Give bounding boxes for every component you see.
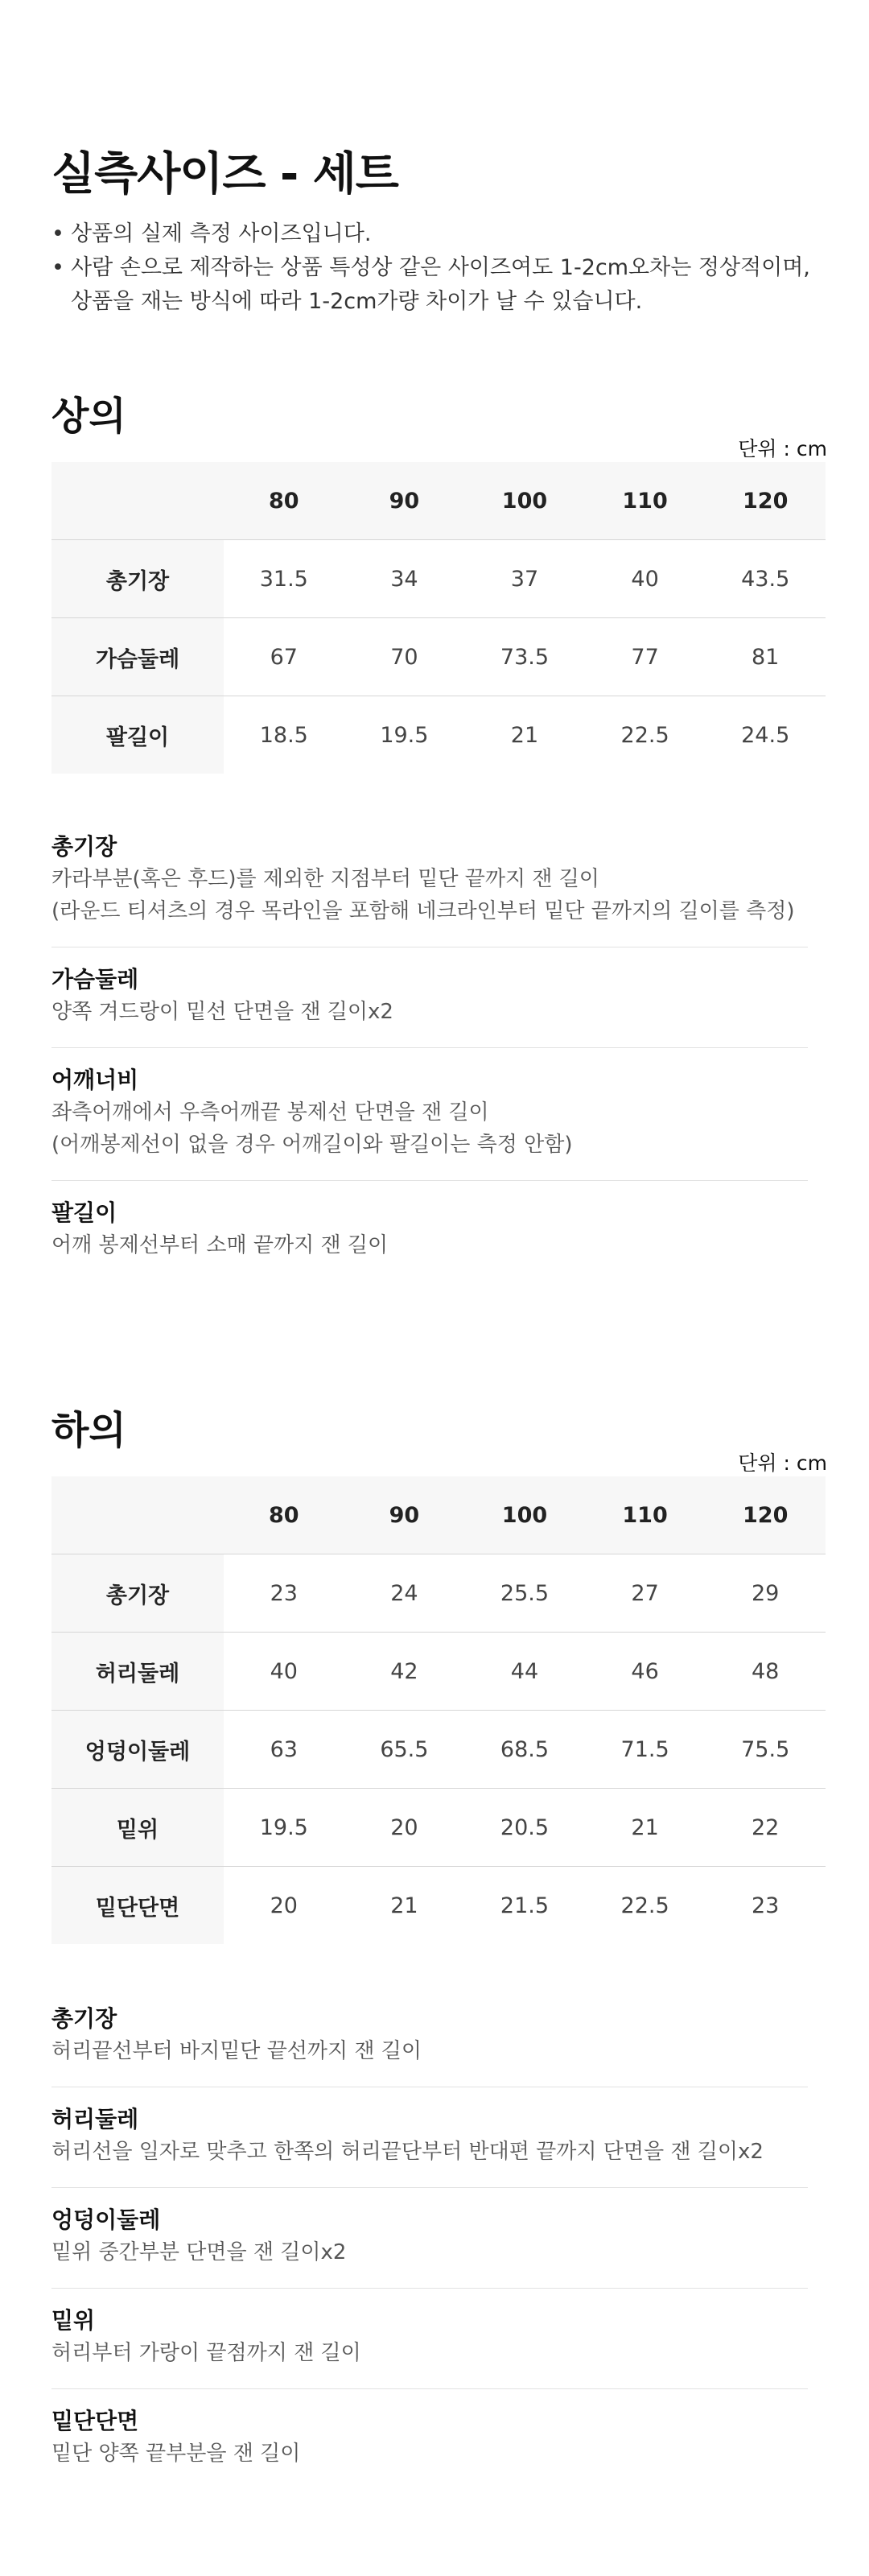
table-row	[51, 1633, 826, 1711]
table-cell: 21	[510, 722, 539, 748]
table-cell: 19.5	[259, 1814, 308, 1840]
row-label: 밑단단면	[51, 1867, 224, 1945]
notice-item: • 상품의 실제 측정 사이즈입니다.	[51, 217, 824, 251]
measure-desc: 어깨 봉제선부터 소매 끝까지 잰 길이	[51, 1233, 389, 1257]
unit-label: 단위 : cm	[738, 437, 827, 460]
size-header: 90	[389, 488, 420, 514]
table-cell: 31.5	[259, 566, 308, 592]
size-header: 80	[269, 488, 299, 514]
table-corner-cell	[51, 462, 224, 540]
measure-name: 어깨너비	[51, 1067, 139, 1093]
table-cell: 44	[510, 1658, 539, 1684]
table-cell: 75.5	[741, 1736, 790, 1762]
table-cell: 20	[390, 1814, 418, 1840]
table-cell: 22	[752, 1814, 780, 1840]
row-label: 엉덩이둘레	[51, 1711, 224, 1789]
size-header: 120	[743, 488, 789, 514]
table-cell: 67	[270, 644, 298, 670]
table-cell: 63	[270, 1736, 298, 1762]
measure-name: 총기장	[51, 2005, 117, 2032]
table-cell: 81	[752, 644, 780, 670]
table-cell: 23	[270, 1580, 298, 1606]
table-cell: 19.5	[380, 722, 429, 748]
table-cell: 24.5	[741, 722, 790, 748]
list-item	[51, 831, 808, 947]
measure-desc: 허리부터 가랑이 끝점까지 잰 길이	[51, 2341, 361, 2365]
table-cell: 34	[390, 566, 418, 592]
measure-name: 허리둘레	[51, 2106, 139, 2132]
table-cell: 48	[752, 1658, 780, 1684]
table-cell: 20.5	[500, 1814, 550, 1840]
table-cell: 77	[631, 644, 659, 670]
table-cell: 43.5	[741, 566, 790, 592]
table-row	[51, 1789, 826, 1867]
table-cell: 21.5	[500, 1893, 550, 1918]
measure-desc: 허리끝선부터 바지밑단 끝선까지 잰 길이	[51, 2039, 422, 2063]
size-header: 110	[622, 1502, 668, 1528]
table-cell: 18.5	[259, 722, 308, 748]
table-cell: 21	[390, 1893, 418, 1918]
table-cell: 27	[631, 1580, 659, 1606]
measure-name: 밑단단면	[51, 2408, 139, 2434]
size-header: 100	[501, 488, 548, 514]
list-item	[51, 2003, 808, 2087]
row-label: 총기장	[51, 540, 224, 618]
table-cell: 46	[631, 1658, 659, 1684]
section-title-top: 상의	[51, 394, 126, 439]
list-item	[51, 947, 808, 1048]
table-cell: 29	[752, 1580, 780, 1606]
table-cell: 23	[752, 1893, 780, 1918]
row-label: 가슴둘레	[51, 618, 224, 696]
table-cell: 37	[510, 566, 539, 592]
size-header: 120	[743, 1502, 789, 1528]
table-corner-cell	[51, 1476, 224, 1554]
row-label: 총기장	[51, 1554, 224, 1633]
list-item	[51, 1048, 808, 1181]
list-item	[51, 1181, 808, 1281]
measure-desc: 밑위 중간부분 단면을 잰 길이x2	[51, 2240, 347, 2264]
measure-name: 엉덩이둘레	[51, 2207, 161, 2233]
table-cell: 22.5	[620, 722, 669, 748]
table-row	[51, 1554, 826, 1633]
table-header-row	[51, 462, 826, 540]
measure-desc: 양쪽 겨드랑이 밑선 단면을 잰 길이x2	[51, 1000, 393, 1024]
measure-desc: 카라부분(혹은 후드)를 제외한 지점부터 밑단 끝까지 잰 길이	[51, 867, 599, 891]
table-cell: 20	[270, 1893, 298, 1918]
row-label: 팔길이	[51, 696, 224, 774]
notice-item: • 사람 손으로 제작하는 상품 특성상 같은 사이즈여도 1-2cm오차는 정상적이며, 상품을 재는 방식에 따라 1-2cm가량 차이가 날 수 있습니다.	[51, 251, 824, 319]
list-item	[51, 2289, 808, 2389]
size-header: 80	[269, 1502, 299, 1528]
table-cell: 68.5	[500, 1736, 550, 1762]
page-title: 실측사이즈 - 세트	[51, 148, 398, 200]
table-cell: 24	[390, 1580, 418, 1606]
top-size-table	[51, 462, 826, 774]
row-label: 허리둘레	[51, 1633, 224, 1711]
table-cell: 71.5	[620, 1736, 669, 1762]
table-row	[51, 1867, 826, 1945]
unit-label: 단위 : cm	[738, 1451, 827, 1475]
table-header-row	[51, 1476, 826, 1554]
table-cell: 40	[631, 566, 659, 592]
table-row	[51, 618, 826, 696]
table-row	[51, 1711, 826, 1789]
table-cell: 70	[390, 644, 418, 670]
measure-name: 밑위	[51, 2307, 96, 2334]
list-item	[51, 2188, 808, 2289]
bottom-measure-guide	[51, 2003, 808, 2489]
bottom-size-table	[51, 1476, 826, 1944]
measure-desc: (어깨봉제선이 없을 경우 어깨길이와 팔길이는 측정 안함)	[51, 1133, 573, 1157]
measure-name: 팔길이	[51, 1199, 117, 1226]
table-cell: 21	[631, 1814, 659, 1840]
row-label: 밑위	[51, 1789, 224, 1867]
measure-desc: 좌측어깨에서 우측어깨끝 봉제선 단면을 잰 길이	[51, 1100, 489, 1125]
measure-name: 총기장	[51, 833, 117, 860]
table-row	[51, 696, 826, 774]
size-header: 100	[501, 1502, 548, 1528]
table-cell: 65.5	[380, 1736, 429, 1762]
table-cell: 73.5	[500, 644, 550, 670]
list-item	[51, 2389, 808, 2489]
table-row	[51, 540, 826, 618]
measure-desc: 허리선을 일자로 맞추고 한쪽의 허리끝단부터 반대편 끝까지 단면을 잰 길이x2	[51, 2140, 764, 2164]
top-measure-guide	[51, 831, 808, 1281]
table-cell: 25.5	[500, 1580, 550, 1606]
measure-desc: (라운드 티셔츠의 경우 목라인을 포함해 네크라인부터 밑단 끝까지의 길이를 측정)	[51, 899, 795, 923]
section-title-bottom: 하의	[51, 1408, 126, 1453]
table-cell: 42	[390, 1658, 418, 1684]
size-header: 110	[622, 488, 668, 514]
notice-list	[51, 217, 824, 319]
measure-desc: 밑단 양쪽 끝부분을 잰 길이	[51, 2442, 301, 2466]
measure-name: 가슴둘레	[51, 966, 139, 993]
table-cell: 40	[270, 1658, 298, 1684]
size-header: 90	[389, 1502, 420, 1528]
table-cell: 22.5	[620, 1893, 669, 1918]
list-item	[51, 2087, 808, 2188]
